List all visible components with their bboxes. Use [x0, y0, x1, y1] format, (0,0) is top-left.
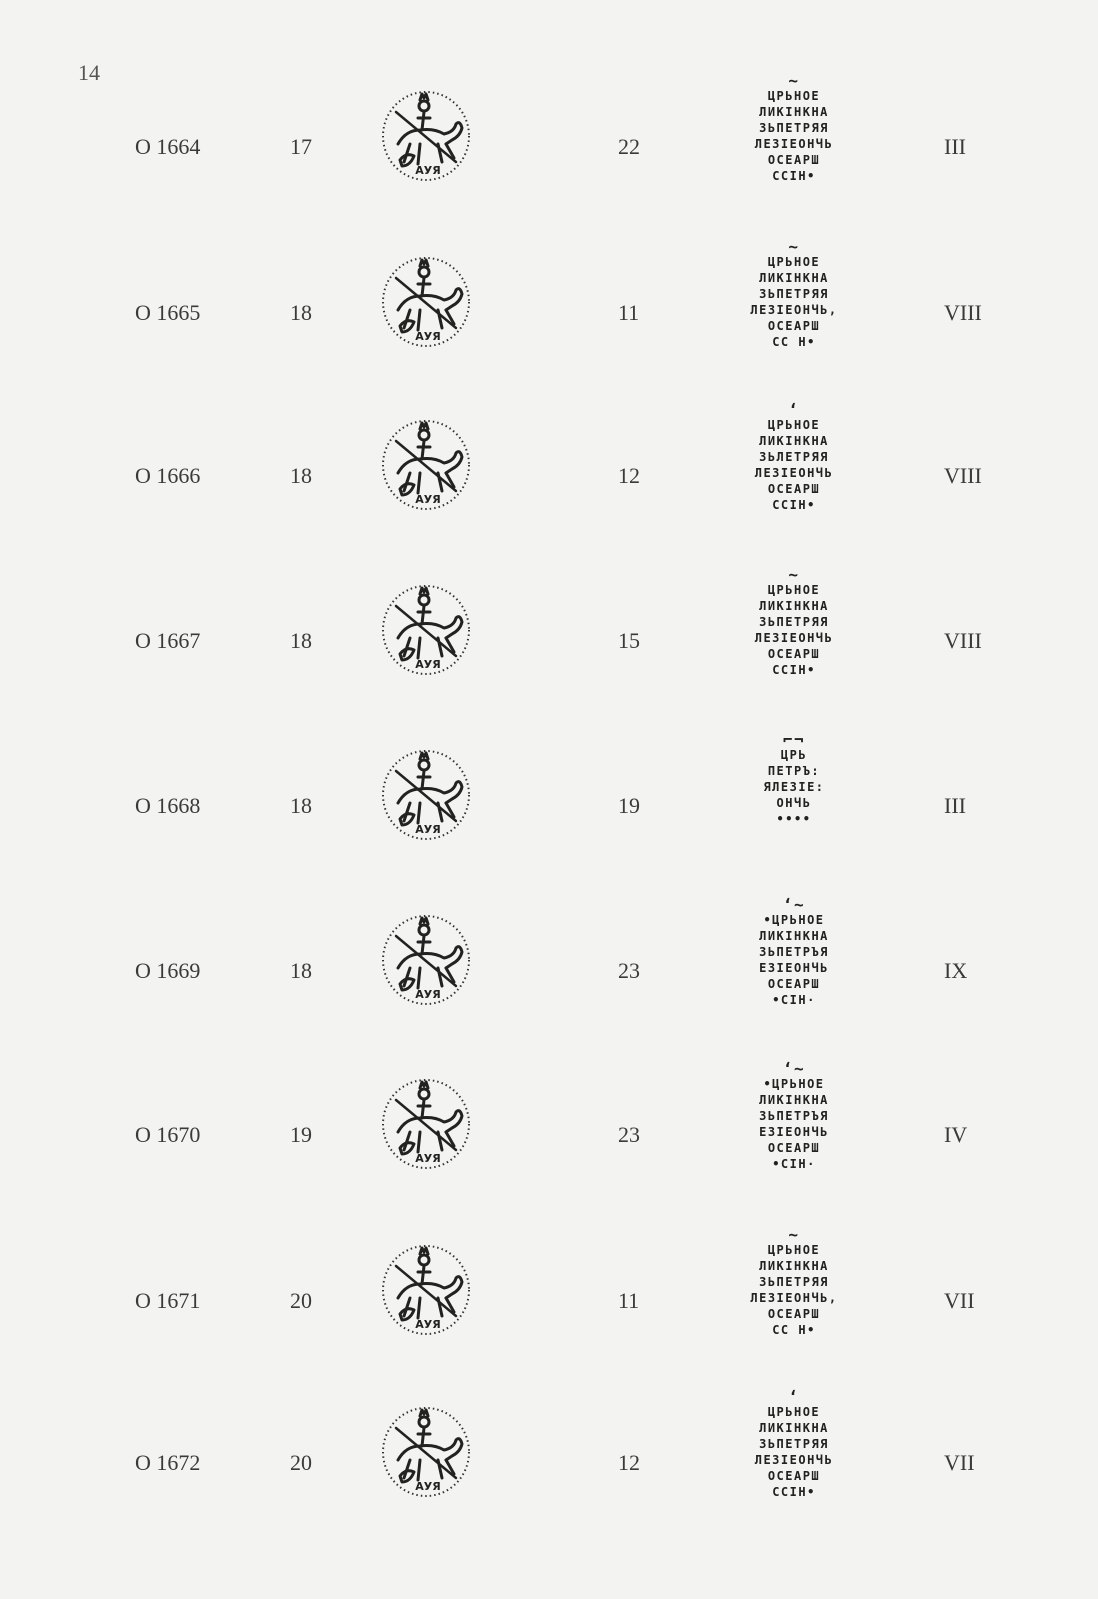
coin-rider-icon	[376, 1070, 476, 1174]
inscription-line: ЗЬПЕТРЯЯ	[759, 615, 829, 629]
inscription-line: ЛИКІНКНА	[759, 929, 829, 943]
titlo-mark: ʻ~	[782, 1059, 806, 1078]
table-row	[0, 565, 1098, 708]
coin-image	[376, 1236, 476, 1340]
table-row	[0, 730, 1098, 873]
titlo-mark: ~	[788, 237, 800, 256]
coin-rider-icon	[376, 82, 476, 186]
inscription-line: ЦРЬНОЕ	[767, 1405, 821, 1419]
inscription-line: ЦРЬНОЕ	[767, 255, 821, 269]
coin-rider-icon	[376, 576, 476, 680]
catalog-number: О 1664	[135, 134, 201, 159]
coin-image	[376, 82, 476, 186]
svg-text:АУЯ: АУЯ	[415, 493, 441, 506]
svg-text:АУЯ: АУЯ	[415, 658, 441, 671]
inscription-line: ОСЕАРШ	[767, 1307, 821, 1321]
coin-rider-icon	[376, 906, 476, 1010]
inscription-line: ЗЬПЕТРЪЯ	[759, 945, 829, 959]
inscription-line: ЦРЬНОЕ	[767, 583, 821, 597]
titlo-mark: ~	[788, 1225, 800, 1244]
inscription-line: ЛЕЗІЕОНЧЬ	[754, 466, 834, 480]
catalog-number: О 1667	[135, 628, 201, 653]
inscription-line: ОСЕАРШ	[767, 319, 821, 333]
inscription-line: •СІН·	[772, 1157, 816, 1171]
inscription-line: ОСЕАРШ	[767, 482, 821, 496]
coin-inscription	[726, 1059, 862, 1172]
svg-text:АУЯ: АУЯ	[415, 988, 441, 1001]
inscription-line: ЗЬПЕТРЪЯ	[759, 1109, 829, 1123]
count-value: 18	[290, 958, 312, 983]
class-numeral: VIII	[944, 463, 982, 488]
count-value: 20	[290, 1288, 312, 1313]
svg-text:АУЯ: АУЯ	[415, 1480, 441, 1493]
inscription-line: ЦРЬ	[780, 748, 808, 762]
catalog-number: О 1671	[135, 1288, 201, 1313]
inscription-line: ССІН•	[772, 169, 816, 183]
table-row	[0, 1059, 1098, 1202]
inscription-line: ОСЕАРШ	[767, 977, 821, 991]
weight-value: 15	[618, 628, 640, 653]
coin-inscription	[726, 71, 862, 184]
inscription-line: ЛИКІНКНА	[759, 599, 829, 613]
coin-rider-icon	[376, 1398, 476, 1502]
inscription-line: ЛИКІНКНА	[759, 434, 829, 448]
inscription-line: ЛЕЗІЕОНЧЬ,	[750, 1291, 838, 1305]
count-value: 18	[290, 793, 312, 818]
count-value: 18	[290, 300, 312, 325]
inscription-line: ЗЬПЕТРЯЯ	[759, 121, 829, 135]
inscription-line: СС Н•	[772, 1323, 816, 1337]
coin-rider-icon	[376, 1236, 476, 1340]
table-row	[0, 895, 1098, 1038]
coin-inscription	[726, 895, 862, 1008]
count-value: 18	[290, 463, 312, 488]
inscription-line: ЛЕЗІЕОНЧЬ	[754, 137, 834, 151]
class-numeral: VII	[944, 1288, 975, 1313]
inscription-line: ЛИКІНКНА	[759, 1259, 829, 1273]
titlo-mark: ʻ	[788, 400, 800, 419]
weight-value: 12	[618, 1450, 640, 1475]
inscription-line: ССІН•	[772, 1485, 816, 1499]
inscription-line: ЛИКІНКНА	[759, 1093, 829, 1107]
count-value: 18	[290, 628, 312, 653]
table-row	[0, 1387, 1098, 1530]
weight-value: 19	[618, 793, 640, 818]
coin-image	[376, 576, 476, 680]
catalog-number: О 1666	[135, 463, 201, 488]
coin-image	[376, 1070, 476, 1174]
weight-value: 11	[618, 300, 640, 325]
count-value: 19	[290, 1122, 312, 1147]
inscription-line: •СІН·	[772, 993, 816, 1007]
svg-text:АУЯ: АУЯ	[415, 823, 441, 836]
inscription-line: ЦРЬНОЕ	[767, 1243, 821, 1257]
svg-text:АУЯ: АУЯ	[415, 164, 441, 177]
coin-image	[376, 248, 476, 352]
inscription-line: ССІН•	[772, 663, 816, 677]
class-numeral: III	[944, 134, 966, 159]
class-numeral: IV	[944, 1122, 968, 1147]
weight-value: 22	[618, 134, 640, 159]
titlo-mark: ʻ	[788, 1387, 800, 1406]
titlo-mark: ʻ~	[782, 895, 806, 914]
inscription-line: ОНЧЬ	[776, 796, 812, 810]
class-numeral: VIII	[944, 628, 982, 653]
inscription-line: ЕЗІЕОНЧЬ	[759, 961, 829, 975]
inscription-line: ЗЬЛЕТРЯЯ	[759, 450, 829, 464]
table-row	[0, 400, 1098, 543]
titlo-mark: ~	[788, 565, 800, 584]
inscription-line: ЛИКІНКНА	[759, 1421, 829, 1435]
weight-value: 23	[618, 1122, 640, 1147]
titlo-mark: ⌐¬	[782, 730, 806, 749]
coin-rider-icon	[376, 248, 476, 352]
inscription-line: ••••	[776, 812, 812, 826]
coin-inscription	[726, 400, 862, 513]
inscription-line: ЗЬПЕТРЯЯ	[759, 1275, 829, 1289]
coin-image	[376, 741, 476, 845]
catalog-number: О 1668	[135, 793, 201, 818]
svg-text:АУЯ: АУЯ	[415, 1318, 441, 1331]
inscription-line: •ЦРЬНОЕ	[763, 1077, 825, 1091]
titlo-mark: ~	[788, 71, 800, 90]
inscription-line: ЛЕЗІЕОНЧЬ	[754, 1453, 834, 1467]
weight-value: 23	[618, 958, 640, 983]
coin-inscription	[726, 730, 862, 827]
class-numeral: IX	[944, 958, 968, 983]
inscription-line: ОСЕАРШ	[767, 647, 821, 661]
inscription-line: ЛЕЗІЕОНЧЬ,	[750, 303, 838, 317]
inscription-line: СС Н•	[772, 335, 816, 349]
coin-inscription	[726, 565, 862, 678]
inscription-line: ЗЬПЕТРЯЯ	[759, 287, 829, 301]
svg-text:АУЯ: АУЯ	[415, 1152, 441, 1165]
coin-inscription	[726, 237, 862, 350]
coin-image	[376, 1398, 476, 1502]
table-row	[0, 237, 1098, 380]
count-value: 17	[290, 134, 312, 159]
coin-inscription	[726, 1225, 862, 1338]
inscription-line: ЛЕЗІЕОНЧЬ	[754, 631, 834, 645]
inscription-line: ЦРЬНОЕ	[767, 89, 821, 103]
inscription-line: ОСЕАРШ	[767, 1469, 821, 1483]
inscription-line: ОСЕАРШ	[767, 153, 821, 167]
inscription-line: ЛИКІНКНА	[759, 271, 829, 285]
weight-value: 12	[618, 463, 640, 488]
class-numeral: VII	[944, 1450, 975, 1475]
catalog-number: О 1665	[135, 300, 201, 325]
inscription-line: ЯЛЕЗІЕ:	[763, 780, 825, 794]
inscription-line: ПЕТРЪ:	[767, 764, 821, 778]
catalog-number: О 1670	[135, 1122, 201, 1147]
inscription-line: ЗЬПЕТРЯЯ	[759, 1437, 829, 1451]
inscription-line: ССІН•	[772, 498, 816, 512]
class-numeral: VIII	[944, 300, 982, 325]
inscription-line: ЕЗІЕОНЧЬ	[759, 1125, 829, 1139]
coin-image	[376, 906, 476, 1010]
inscription-line: •ЦРЬНОЕ	[763, 913, 825, 927]
count-value: 20	[290, 1450, 312, 1475]
inscription-line: ЦРЬНОЕ	[767, 418, 821, 432]
coin-rider-icon	[376, 741, 476, 845]
catalog-number: О 1669	[135, 958, 201, 983]
page-number: 14	[78, 60, 100, 85]
coin-inscription	[726, 1387, 862, 1500]
catalog-number: О 1672	[135, 1450, 201, 1475]
inscription-line: ЛИКІНКНА	[759, 105, 829, 119]
coin-image	[376, 411, 476, 515]
weight-value: 11	[618, 1288, 640, 1313]
coin-rider-icon	[376, 411, 476, 515]
class-numeral: III	[944, 793, 966, 818]
inscription-line: ОСЕАРШ	[767, 1141, 821, 1155]
table-row	[0, 1225, 1098, 1368]
svg-text:АУЯ: АУЯ	[415, 330, 441, 343]
